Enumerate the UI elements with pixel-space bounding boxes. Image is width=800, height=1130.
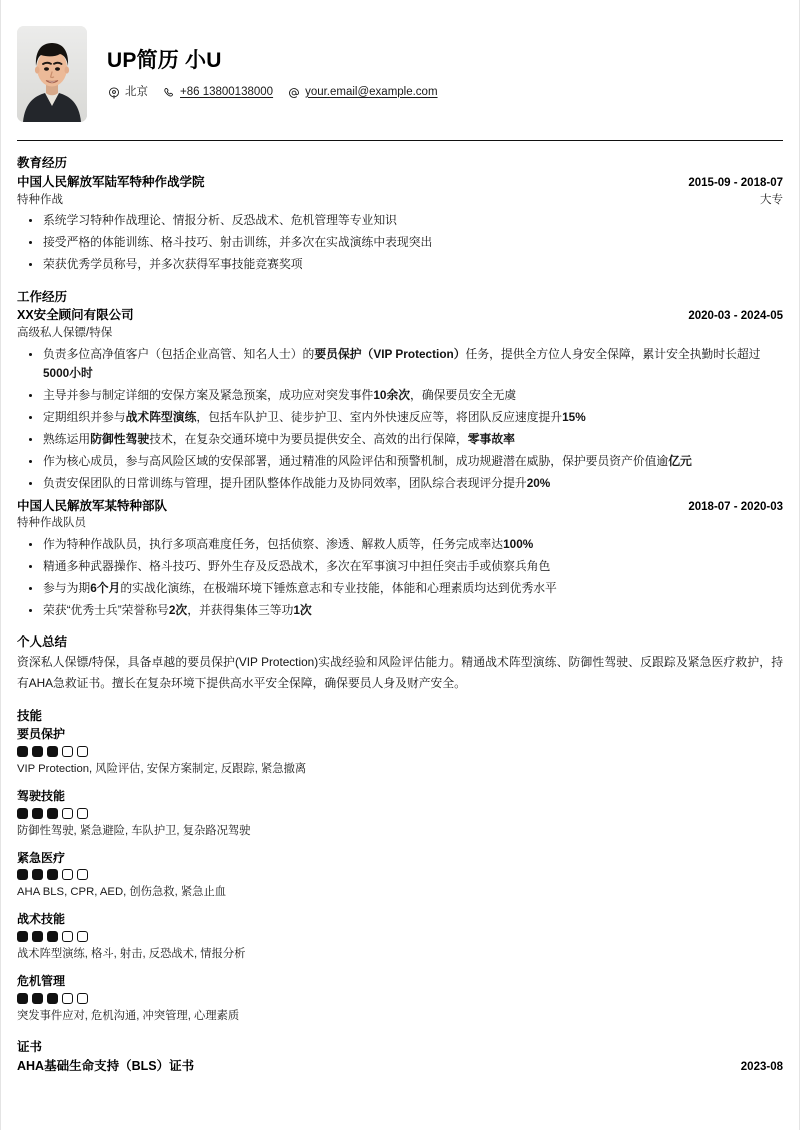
bullet-item: 负责多位高净值客户（包括企业高管、知名人士）的要员保护（VIP Protection）任务，提供全方位人身安全保障，累计安全执勤时长超过5000小时	[17, 345, 783, 383]
skill-dot	[47, 993, 58, 1004]
skill-dot	[32, 808, 43, 819]
skill-dot	[47, 746, 58, 757]
avatar	[17, 26, 87, 122]
skill-level-dots	[17, 746, 783, 757]
phone-icon	[162, 86, 175, 99]
contact-phone[interactable]: +86 13800138000	[180, 85, 274, 98]
skill-dot	[17, 808, 28, 819]
skill-dot	[32, 931, 43, 942]
skill-block	[17, 788, 783, 840]
skill-keywords: 防御性驾驶, 紧急避险, 车队护卫, 复杂路况驾驶	[17, 824, 251, 837]
entry-subheader	[17, 325, 783, 342]
skill-dot	[32, 869, 43, 880]
entry-extra: 大专	[760, 193, 783, 206]
section-title-summary: 个人总结	[17, 635, 68, 650]
section-work	[17, 289, 783, 621]
experience-entry	[17, 306, 783, 493]
entry-role: 特种作战	[17, 193, 63, 206]
entry-date-range: 2020-03 - 2024-05	[688, 310, 783, 323]
skill-dot	[77, 869, 88, 880]
section-title-education: 教育经历	[17, 156, 68, 170]
bullet-item: 系统学习特种作战理论、情报分析、反恐战术、危机管理等专业知识	[17, 211, 783, 230]
candidate-name: UP简历 小U	[107, 49, 222, 73]
entry-organization: XX安全顾问有限公司	[17, 308, 134, 323]
skill-dot	[47, 869, 58, 880]
skill-list	[17, 726, 783, 1025]
entry-header	[17, 173, 783, 192]
entry-date-range: 2015-09 - 2018-07	[688, 176, 783, 189]
bullet-item: 荣获“优秀士兵”荣誉称号2次，并获得集体三等功1次	[17, 601, 783, 620]
skill-level-dots	[17, 931, 783, 942]
skill-dot	[62, 931, 73, 942]
experience-entry	[17, 497, 783, 621]
contact-location: 北京	[125, 85, 148, 98]
skill-name: 战术技能	[17, 912, 66, 927]
bullet-item: 熟练运用防御性驾驶技术，在复杂交通环境中为要员提供安全、高效的出行保障，零事故率	[17, 430, 783, 449]
certificate-entry	[17, 1057, 783, 1076]
entry-subheader	[17, 515, 783, 532]
entry-header	[17, 306, 783, 325]
skill-dot	[77, 808, 88, 819]
skill-keywords: AHA BLS, CPR, AED, 创伤急救, 紧急止血	[17, 886, 227, 899]
certificate-date: 2023-08	[740, 1060, 783, 1073]
skill-dot	[77, 993, 88, 1004]
bullet-item: 精通多种武器操作、格斗技巧、野外生存及反恐战术，多次在军事演习中担任突击手或侦察兵角色	[17, 557, 783, 576]
skill-dot	[62, 869, 73, 880]
entry-organization: 中国人民解放军陆军特种作战学院	[17, 174, 205, 189]
location-pin-icon	[107, 86, 120, 99]
skill-name: 紧急医疗	[17, 850, 66, 865]
skill-level-dots	[17, 869, 783, 880]
section-title-certificates: 证书	[17, 1039, 43, 1054]
entry-bullet-list	[17, 345, 783, 494]
section-title-work: 工作经历	[17, 289, 68, 304]
education-entries	[17, 173, 783, 275]
skill-dot	[77, 931, 88, 942]
entry-organization: 中国人民解放军某特种部队	[17, 498, 168, 513]
skill-keywords: VIP Protection, 风险评估, 安保方案制定, 反跟踪, 紧急撤离	[17, 762, 307, 775]
skill-name: 危机管理	[17, 973, 66, 988]
experience-entry	[17, 173, 783, 275]
entry-role: 高级私人保镖/特保	[17, 327, 113, 340]
bullet-item: 主导并参与制定详细的安保方案及紧急预案，成功应对突发事件10余次，确保要员安全无虞	[17, 386, 783, 405]
bullet-item: 定期组织并参与战术阵型演练，包括车队护卫、徒步护卫、室内外快速反应等，将团队反应速度提升15%	[17, 408, 783, 427]
contact-line	[107, 86, 783, 100]
section-certificates	[17, 1039, 783, 1076]
resume-header	[17, 26, 783, 128]
skill-dot	[32, 993, 43, 1004]
identity-block	[107, 48, 783, 99]
skill-dot	[77, 746, 88, 757]
section-skills	[17, 708, 783, 1025]
contact-email[interactable]: your.email@example.com	[305, 85, 438, 98]
skill-level-dots	[17, 993, 783, 1004]
skill-dot	[32, 746, 43, 757]
skill-keywords: 突发事件应对, 危机沟通, 冲突管理, 心理素质	[17, 1009, 240, 1022]
bullet-item: 作为特种作战队员，执行多项高难度任务，包括侦察、渗透、解救人质等，任务完成率达100%	[17, 535, 783, 554]
entry-header	[17, 497, 783, 516]
summary-text: 资深私人保镖/特保，具备卓越的要员保护(VIP Protection)实战经验和风险评估能力。精通战术阵型演练、防御性驾驶、反跟踪及紧急医疗救护，持有AHA急救证书。擅长在复杂环境下提供高水平安全保障，确保要员人身及财产安全。	[17, 655, 783, 691]
header-divider	[17, 140, 783, 141]
skill-dot	[17, 931, 28, 942]
bullet-item: 荣获优秀学员称号，并多次获得军事技能竞赛奖项	[17, 255, 783, 274]
certificate-name: AHA基础生命支持（BLS）证书	[17, 1058, 195, 1073]
skill-block	[17, 726, 783, 778]
certificate-list	[17, 1057, 783, 1076]
skill-name: 驾驶技能	[17, 788, 66, 803]
skill-dot	[47, 931, 58, 942]
work-entries	[17, 306, 783, 620]
skill-dot	[62, 993, 73, 1004]
skill-block	[17, 911, 783, 963]
skill-dot	[62, 808, 73, 819]
section-education	[17, 155, 783, 275]
skill-dot	[17, 993, 28, 1004]
skill-dot	[62, 746, 73, 757]
skill-dot	[17, 746, 28, 757]
skill-block	[17, 973, 783, 1025]
skill-level-dots	[17, 808, 783, 819]
skill-name: 要员保护	[17, 727, 66, 742]
section-summary	[17, 634, 783, 694]
entry-bullet-list	[17, 535, 783, 620]
section-title-skills: 技能	[17, 709, 43, 724]
skill-dot	[47, 808, 58, 819]
bullet-item: 负责安保团队的日常训练与管理，提升团队整体作战能力及协同效率，团队综合表现评分提升20%	[17, 474, 783, 493]
skill-block	[17, 850, 783, 902]
at-sign-icon	[287, 86, 300, 99]
entry-date-range: 2018-07 - 2020-03	[688, 500, 783, 513]
bullet-item: 接受严格的体能训练、格斗技巧、射击训练，并多次在实战演练中表现突出	[17, 233, 783, 252]
skill-keywords: 战术阵型演练, 格斗, 射击, 反恐战术, 情报分析	[17, 948, 246, 961]
bullet-item: 参与为期6个月的实战化演练，在极端环境下锤炼意志和专业技能，体能和心理素质均达到优秀水平	[17, 579, 783, 598]
entry-role: 特种作战队员	[17, 517, 86, 530]
entry-subheader	[17, 192, 783, 209]
skill-dot	[17, 869, 28, 880]
bullet-item: 作为核心成员，参与高风险区域的安保部署，通过精准的风险评估和预警机制，成功规避潜在威胁，保护要员资产价值逾亿元	[17, 452, 783, 471]
entry-bullet-list	[17, 211, 783, 274]
